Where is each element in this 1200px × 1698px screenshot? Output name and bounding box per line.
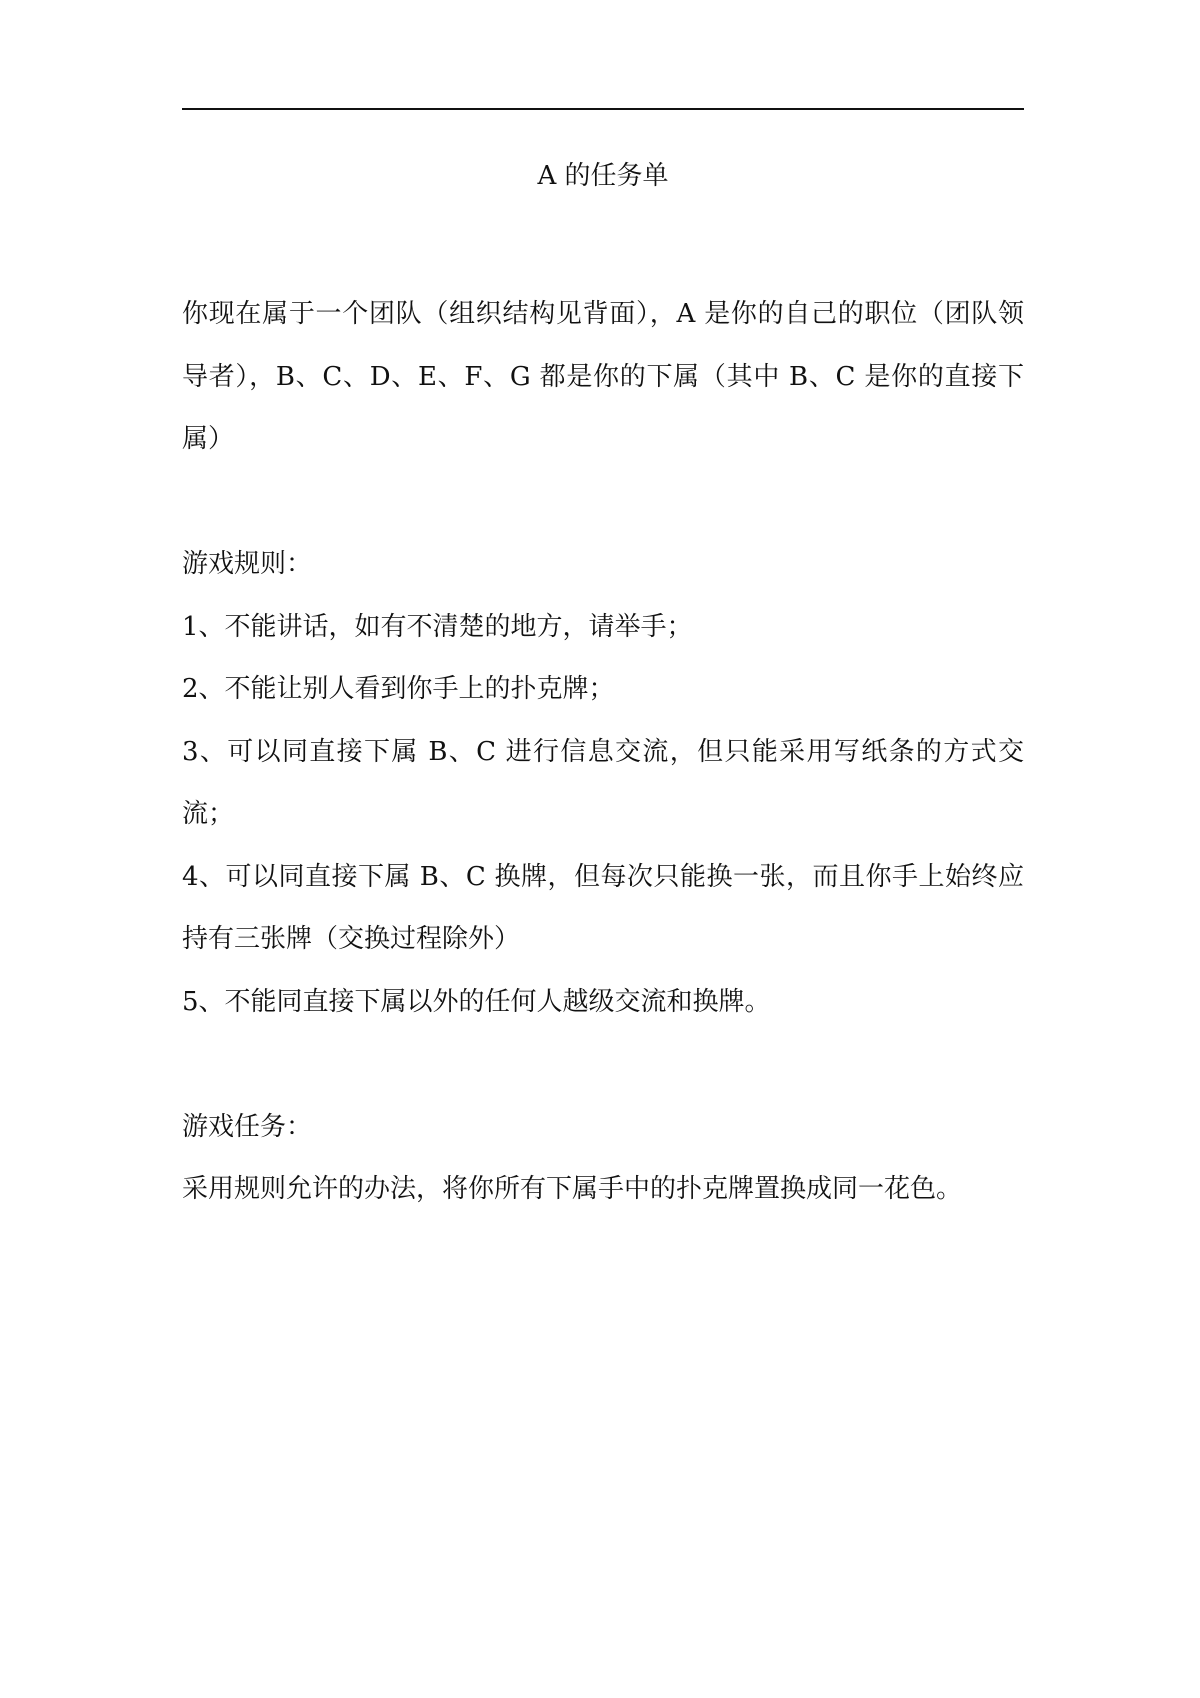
- rule-item-3: 3、可以同直接下属 B、C 进行信息交流，但只能采用写纸条的方式交流；: [182, 736, 1024, 829]
- rule-item-5: 5、不能同直接下属以外的任何人越级交流和换牌。: [182, 986, 771, 1017]
- header-rule: [182, 108, 1024, 110]
- task-heading: 游戏任务：: [182, 1111, 313, 1142]
- intro-paragraph: 你现在属于一个团队（组织结构见背面），A 是你的自己的职位（团队领导者），B、C、D、E、F、G 都是你的下属（其中 B、C 是你的直接下属）: [182, 299, 1024, 454]
- document-title: A 的任务单: [537, 161, 669, 191]
- task-section: [182, 1096, 1024, 1221]
- rule-item-4: 4、可以同直接下属 B、C 换牌，但每次只能换一张，而且你手上始终应持有三张牌（交换过程除外）: [182, 861, 1024, 954]
- rule-item-1: 1、不能讲话，如有不清楚的地方，请举手；: [182, 611, 693, 642]
- rules-heading: 游戏规则：: [182, 549, 313, 579]
- task-text: 采用规则允许的办法，将你所有下属手中的扑克牌置换成同一花色。: [182, 1174, 963, 1204]
- rule-item-2: 2、不能让别人看到你手上的扑克牌；: [182, 674, 615, 704]
- document-body: [182, 283, 1024, 1221]
- rules-section: [182, 533, 1024, 1033]
